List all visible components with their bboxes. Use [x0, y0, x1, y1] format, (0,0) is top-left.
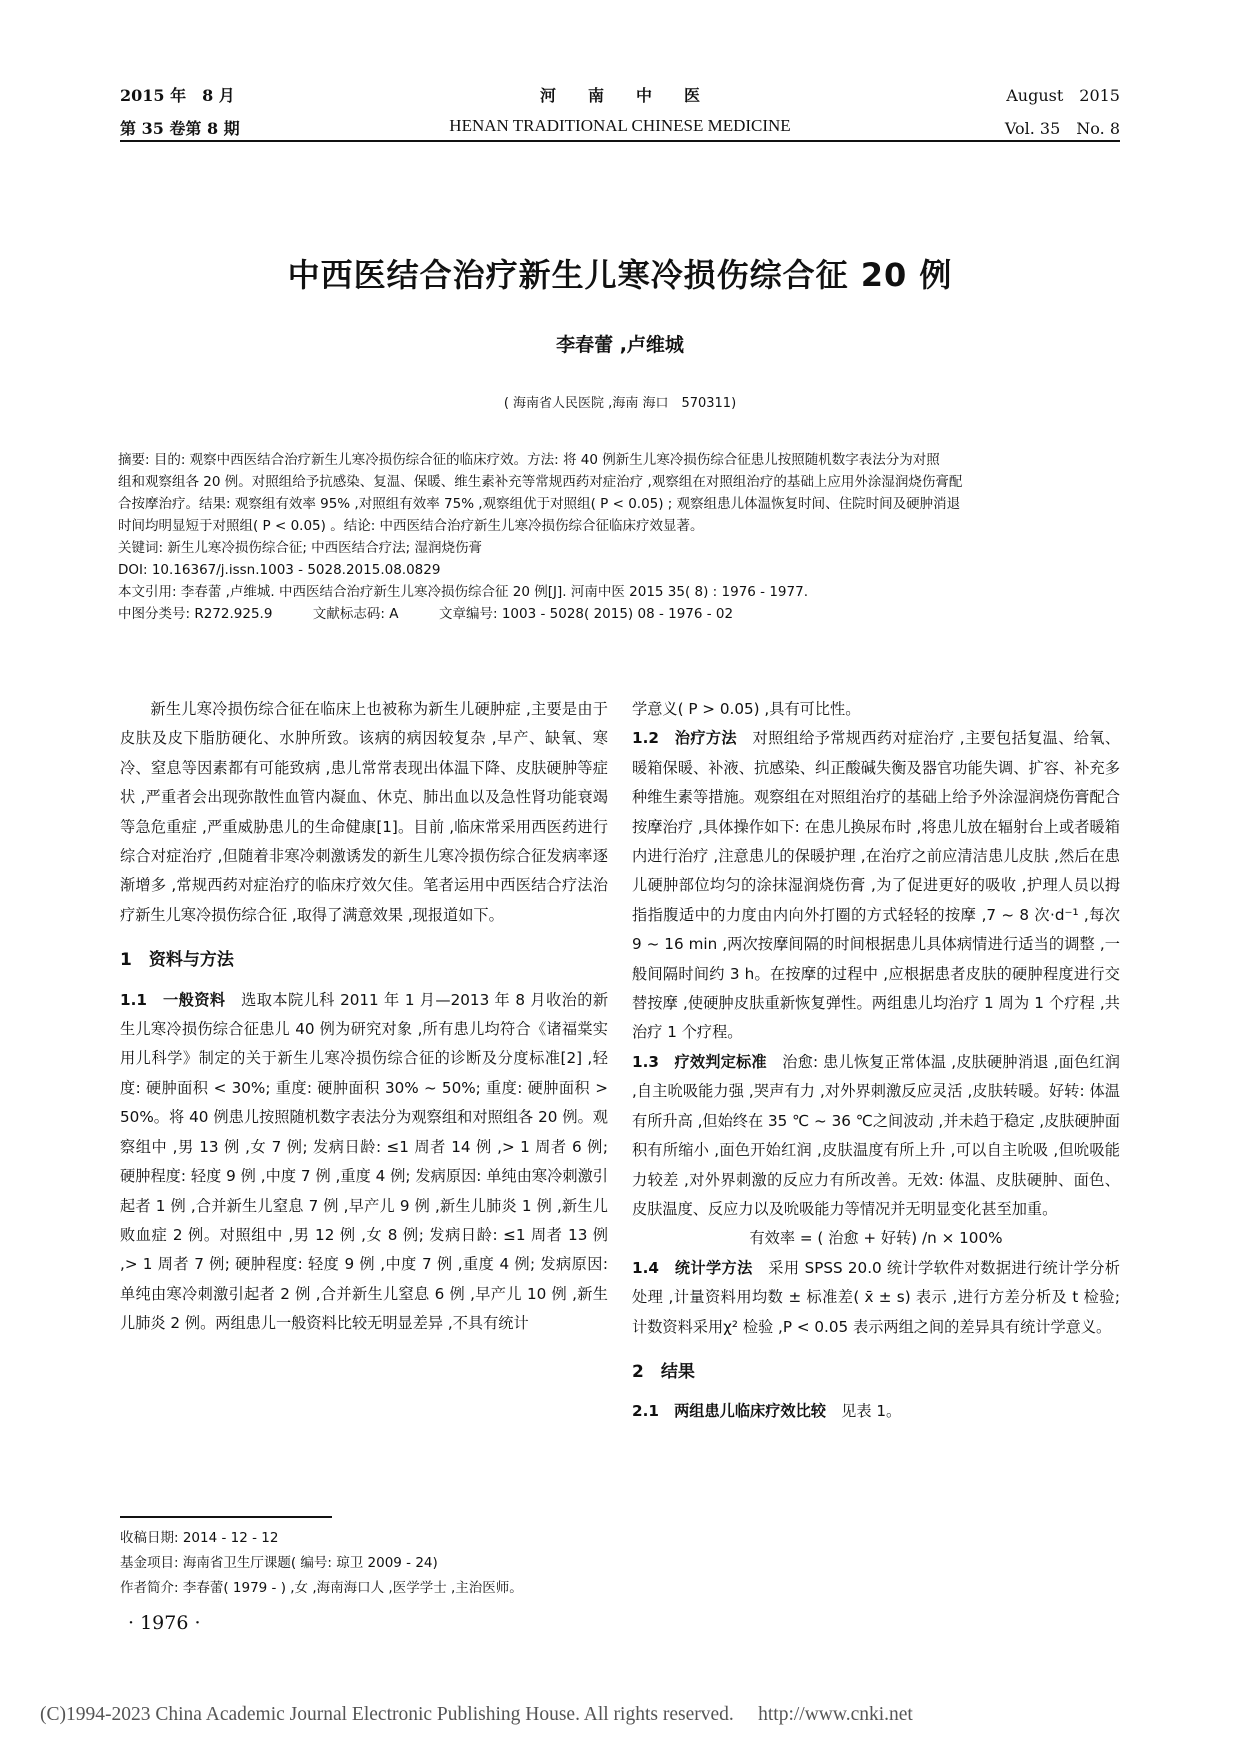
subsection-text: 见表 1。 — [825, 1402, 902, 1421]
abstract-line: 合按摩治疗。结果: 观察组有效率 95% ,对照组有效率 75% ,观察组优于对照组( P < 0.05) ; 观察组患儿体温恢复时间、住院时间及硬肿消退 — [118, 496, 961, 512]
classification: 中图分类号: R272.925.9 文献标志码: A 文章编号: 1003 - 5028( 2015) 08 - 1976 - 02 — [118, 606, 734, 622]
subsection-text: 对照组给予常规西药对症治疗 ,主要包括复温、给氧、暖箱保暖、补液、抗感染、纠正酸碱失衡及器官功能失调、扩容、补充多种维生素等措施。观察组在对照组治疗的基础上给予外涂湿润烧伤膏配合按摩治疗 ,具体操作如下: 在患儿换尿布时 ,将患儿放在辐射台上或者暖箱内进行治疗 ,注意患儿的保暖护理 ,在治疗之前应清洁患儿皮肤 ,然后在患儿硬肿部位均匀的涂抹湿润烧伤膏 ,为了促进更好的吸收 ,护理人员以拇指指腹适中的力度由内向外打圈的方式轻轻的按摩 ,7 ~ 8 次·d⁻¹ ,每次 9 ~ 16 min ,两次按摩间隔的时间根据患儿具体病情进行适当的调整 ,一般间隔时间约 3 h。在按摩的过程中 ,应根据患者皮肤的硬肿程度进行交替按摩 ,使硬肿皮肤重新恢复弹性。两组患儿均治疗 1 周为 1 个疗程 ,共治疗 1 个疗程。 — [632, 729, 1121, 1042]
footnote-rule — [120, 1516, 332, 1518]
subsection-text: 采用 SPSS 20.0 统计学软件对数据进行统计学分析处理 ,计量资料用均数 ± 标准差( x̄ ± s) 表示 ,进行方差分析及 t 检验; 计数资料采用χ² 检验 ,P < 0.05 表示两组之间的差异具有统计学意义。 — [632, 1258, 1120, 1336]
subsection-paragraph — [632, 1048, 1120, 1224]
author-bio: 作者简介: 李春蕾( 1979 - ) ,女 ,海南海口人 ,医学学士 ,主治医师。 — [120, 1580, 523, 1596]
subsection-paragraph — [632, 724, 1120, 1047]
subsection-text: 选取本院儿科 2011 年 1 月—2013 年 8 月收治的新生儿寒冷损伤综合征患儿 40 例为研究对象 ,所有患儿均符合《诸福棠实用儿科学》制定的关于新生儿寒冷损伤综合征的诊断及分度标准[2] ,轻度: 硬肿面积 < 30%; 重度: 硬肿面积 30% ~ 50%; 重度: 硬肿面积 > 50%。将 40 例患儿按照随机数字表法分为观察组和对照组各 20 例。观察组中 ,男 13 例 ,女 7 例; 发病日龄: ≤1 周者 14 例 ,> 1 周者 6 例; 硬肿程度: 轻度 9 例 ,中度 7 例 ,重度 4 例; 发病原因: 单纯由寒冷刺激引起者 1 例 ,合并新生儿窒息 7 例 ,早产儿 9 例 ,新生儿肺炎 1 例 ,新生儿败血症 2 例。对照组中 ,男 12 例 ,女 8 例; 发病日龄: ≤1 周者 13 例 ,> 1 周者 7 例; 硬肿程度: 轻度 9 例 ,中度 7 例 ,重度 4 例; 发病原因: 单纯由寒冷刺激引起者 2 例 ,合并新生儿窒息 6 例 ,早产儿 10 例 ,新生儿肺炎 2 例。两组患儿一般资料比较无明显差异 ,不具有统计 — [120, 990, 609, 1333]
abstract-line: 摘要: 目的: 观察中西医结合治疗新生儿寒冷损伤综合征的临床疗效。方法: 将 40 例新生儿寒冷损伤综合征患儿按照随机数字表法分为对照 — [118, 452, 940, 468]
received-date: 收稿日期: 2014 - 12 - 12 — [120, 1530, 279, 1546]
header-journal-en: HENAN TRADITIONAL CHINESE MEDICINE — [449, 116, 791, 135]
abstract-block — [118, 449, 1120, 625]
subsection-label: 1.3 疗效判定标准 — [632, 1052, 767, 1071]
doi: DOI: 10.16367/j.issn.1003 - 5028.2015.08.0829 — [118, 562, 441, 578]
header-volume-cn: 第 35 卷第 8 期 — [120, 119, 240, 138]
subsection-label: 1.2 治疗方法 — [632, 729, 737, 748]
subsection-label: 1.1 一般资料 — [120, 990, 226, 1009]
subsection-paragraph — [632, 1397, 1120, 1426]
article-authors: 李春蕾 ,卢维城 — [556, 334, 684, 356]
copyright-notice: (C)1994-2023 China Academic Journal Electronic Publishing House. All rights reserved. http://www.cnki.net — [40, 1704, 913, 1725]
abstract-line: 组和观察组各 20 例。对照组给予抗感染、复温、保暖、维生素补充等常规西药对症治疗 ,观察组在对照组治疗的基础上应用外涂湿润烧伤膏配 — [118, 474, 963, 490]
subsection-paragraph — [120, 986, 608, 1339]
page-number: · 1976 · — [128, 1612, 201, 1634]
subsection-label: 1.4 统计学方法 — [632, 1258, 753, 1277]
abstract-line: 时间均明显短于对照组( P < 0.05) 。结论: 中西医结合治疗新生儿寒冷损伤综合征临床疗效显著。 — [118, 518, 704, 534]
subsection-paragraph — [632, 1254, 1120, 1342]
citation: 本文引用: 李春蕾 ,卢维城. 中西医结合治疗新生儿寒冷损伤综合征 20 例[J]. 河南中医 2015 35( 8) : 1976 - 1977. — [118, 584, 808, 600]
intro-paragraph: 新生儿寒冷损伤综合征在临床上也被称为新生儿硬肿症 ,主要是由于皮肤及皮下脂肪硬化、水肿所致。该病的病因较复杂 ,早产、缺氧、寒冷、窒息等因素都有可能致病 ,患儿常常表现出体温下降、皮肤硬肿等症状 ,严重者会出现弥散性血管内凝血、休克、肺出血以及急性肾功能衰竭等急危重症 ,严重威胁患儿的生命健康[1]。目前 ,临床常采用西医药进行综合对症治疗 ,但随着非寒冷刺激诱发的新生儿寒冷损伤综合征发病率逐渐增多 ,常规西药对症治疗的临床疗效欠佳。笔者运用中西医结合疗法治疗新生儿寒冷损伤综合征 ,取得了满意效果 ,现报道如下。 — [120, 700, 608, 924]
section-heading: 2 结果 — [632, 1361, 695, 1382]
fund-project: 基金项目: 海南省卫生厅课题( 编号: 琼卫 2009 - 24) — [120, 1555, 438, 1571]
header-date-en: August 2015 — [1006, 86, 1120, 105]
header-rule — [120, 140, 1120, 142]
article-affiliation: ( 海南省人民医院 ,海南 海口 570311) — [503, 396, 737, 411]
header-volume-en: Vol. 35 No. 8 — [1004, 119, 1120, 138]
body-left-column — [120, 695, 608, 1339]
section-heading: 1 资料与方法 — [120, 950, 234, 971]
body-right-column — [632, 695, 1120, 1427]
header-date-cn: 2015 年 8 月 — [120, 86, 235, 105]
header-journal-cn: 河 南 中 医 — [539, 86, 700, 105]
keywords: 关键词: 新生儿寒冷损伤综合征; 中西医结合疗法; 湿润烧伤膏 — [118, 540, 483, 556]
continued-text: 学意义( P > 0.05) ,具有可比性。 — [632, 700, 861, 718]
subsection-text: 治愈: 患儿恢复正常体温 ,皮肤硬肿消退 ,面色红润 ,自主吮吸能力强 ,哭声有力 ,对外界刺激反应灵活 ,皮肤转暖。好转: 体温有所升高 ,但始终在 35 ℃ ~ 36 ℃之间波动 ,并未趋于稳定 ,皮肤硬肿面积有所缩小 ,面色开始红润 ,皮肤温度有所上升 ,可以自主吮吸 ,但吮吸能力较差 ,对外界刺激的反应力有所改善。无效: 体温、皮肤硬肿、面色、皮肤温度、反应力以及吮吸能力等情况并无明显变化甚至加重。 — [632, 1052, 1120, 1218]
article-title: 中西医结合治疗新生儿寒冷损伤综合征 20 例 — [287, 256, 953, 294]
footnotes — [120, 1526, 640, 1601]
subsection-label: 2.1 两组患儿临床疗效比较 — [632, 1402, 826, 1421]
efficacy-formula: 有效率 = ( 治愈 + 好转) /n × 100% — [749, 1229, 1003, 1248]
